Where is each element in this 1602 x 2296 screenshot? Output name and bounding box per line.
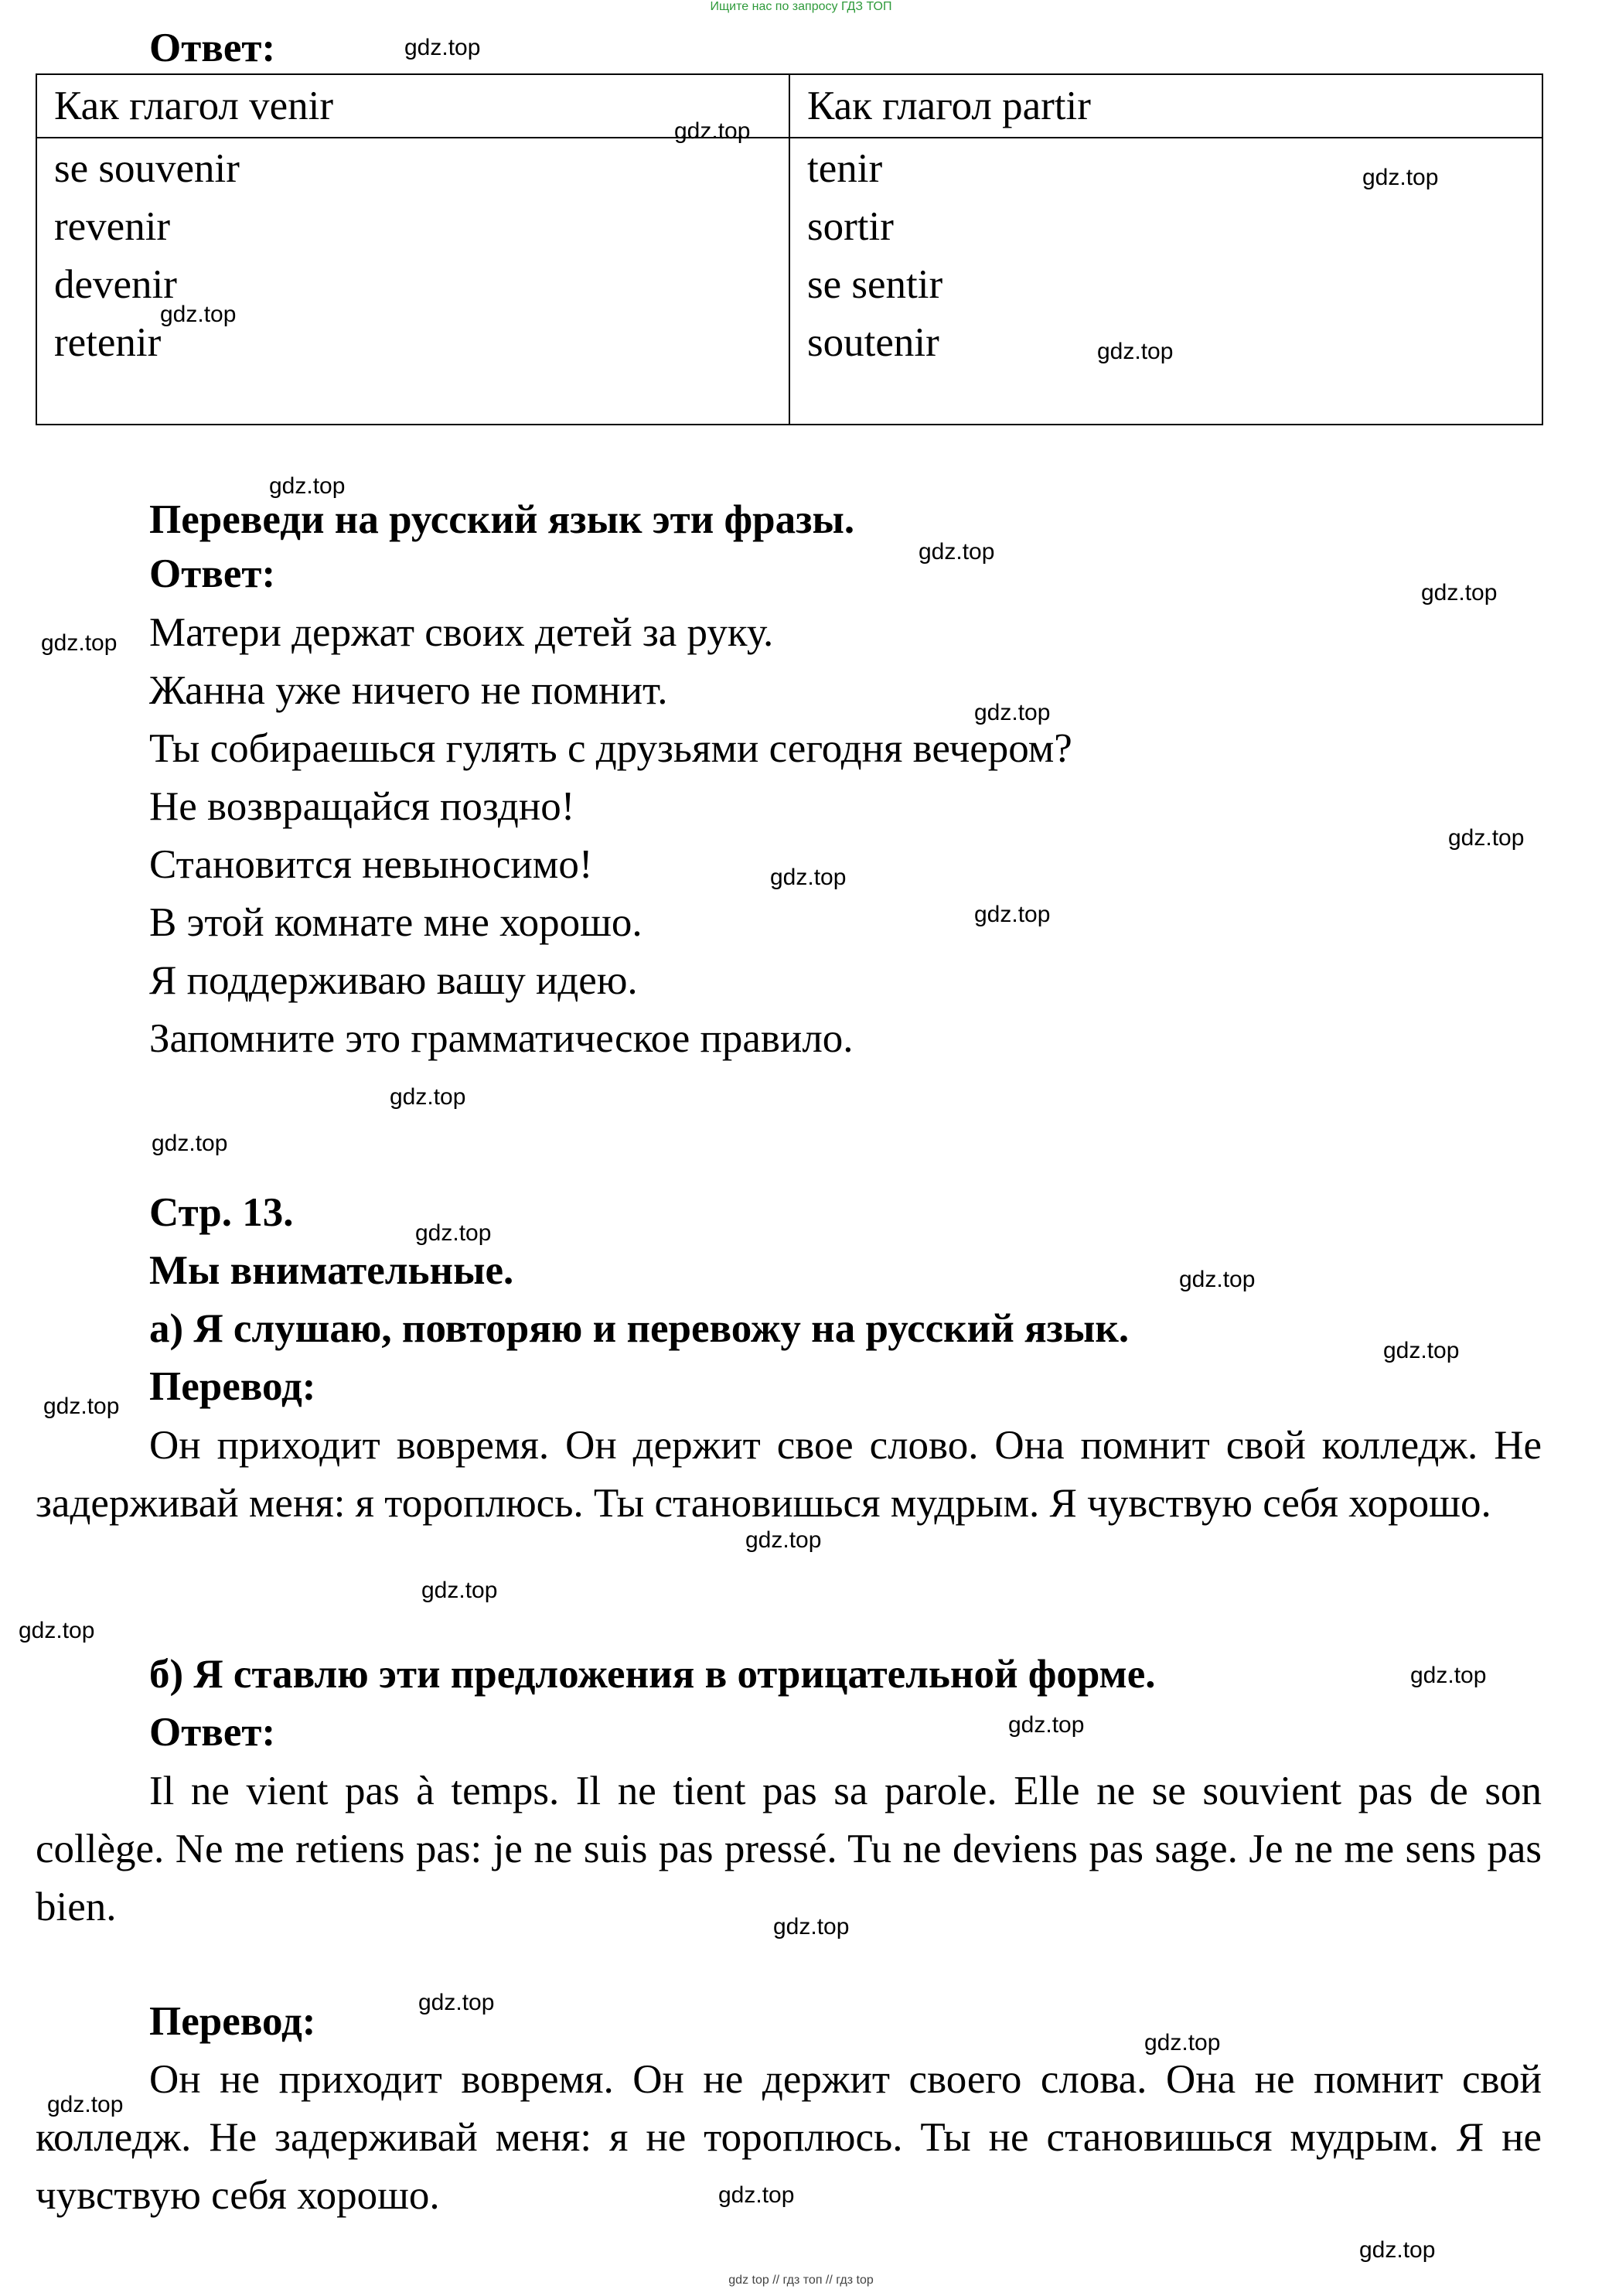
verb-table: [36, 73, 1543, 425]
watermark-text: gdz.top: [773, 1914, 850, 1939]
phrase-line: Я поддерживаю вашу идею.: [149, 958, 638, 1003]
watermark-text: gdz.top: [1362, 165, 1439, 190]
answer-label-b: Ответ:: [149, 1710, 276, 1755]
answer-label-1: Ответ:: [149, 26, 276, 70]
phrase-line: Ты собираешься гулять с друзьями сегодня вечером?: [149, 726, 1072, 771]
watermark-text: gdz.top: [421, 1578, 498, 1603]
watermark-text: gdz.top: [418, 1990, 495, 2015]
answer-label-2: Ответ:: [149, 551, 276, 596]
page-number-heading: Стр. 13.: [149, 1190, 294, 1235]
section2-title: Переведи на русский язык эти фразы.: [149, 497, 855, 542]
venir-column: [36, 138, 789, 425]
list-item: revenir: [54, 204, 171, 249]
watermark-text: gdz.top: [152, 1131, 228, 1156]
translation-paragraph-b: Он не приходит вовремя. Он не держит своего слова. Она не помнит свой колледж. Не задерживай меня: я не тороплюсь. Ты не становишься мудрым. Я не чувствую себя хорошо.: [36, 2057, 1542, 2218]
watermark-text: gdz.top: [43, 1394, 120, 1419]
list-item: sortir: [807, 204, 894, 249]
section3-title: Мы внимательные.: [149, 1248, 514, 1293]
table-header-partir: Как глагол partir: [789, 74, 1542, 138]
list-item: se souvenir: [54, 146, 240, 191]
watermark-text: gdz.top: [1097, 339, 1174, 364]
watermark-text: gdz.top: [404, 35, 481, 60]
table-header-venir: Как глагол venir: [36, 74, 789, 138]
list-item: se sentir: [807, 262, 943, 307]
task-a-heading: а) Я слушаю, повторяю и перевожу на русский язык.: [149, 1306, 1130, 1351]
watermark-text: gdz.top: [269, 473, 346, 499]
list-item: soutenir: [807, 320, 939, 365]
watermark-text: gdz.top: [1448, 825, 1525, 851]
watermark-text: gdz.top: [1144, 2030, 1221, 2055]
watermark-text: gdz.top: [1383, 1338, 1460, 1363]
phrase-line: Не возвращайся поздно!: [149, 784, 575, 829]
header-note: Ищите нас по запросу ГДЗ ТОП: [710, 0, 892, 13]
watermark-text: gdz.top: [1421, 580, 1498, 606]
phrase-line: В этой комнате мне хорошо.: [149, 900, 643, 945]
watermark-text: gdz.top: [745, 1527, 822, 1553]
list-item: devenir: [54, 262, 177, 307]
watermark-text: gdz.top: [770, 865, 847, 890]
phrase-line: Становится невыносимо!: [149, 842, 593, 887]
watermark-text: gdz.top: [718, 2182, 795, 2208]
watermark-text: gdz.top: [47, 2092, 124, 2117]
watermark-text: gdz.top: [1008, 1712, 1085, 1738]
watermark-text: gdz.top: [974, 700, 1051, 725]
phrase-line: Запомните это грамматическое правило.: [149, 1016, 854, 1061]
phrase-line: Матери держат своих детей за руку.: [149, 610, 774, 655]
task-b-heading: б) Я ставлю эти предложения в отрицательной форме.: [149, 1652, 1156, 1697]
footer-note: gdz top // гдз топ // гдз top: [728, 2274, 874, 2287]
watermark-text: gdz.top: [674, 118, 751, 144]
translation-label-b: Перевод:: [149, 1999, 316, 2044]
answer-paragraph-b: Il ne vient pas à temps. Il ne tient pas sa parole. Elle ne se souvient pas de son collège. Ne me retiens pas: je ne suis pas pressé. Tu ne deviens pas sage. Je ne me sens pas bien.: [36, 1769, 1542, 1929]
watermark-text: gdz.top: [1410, 1663, 1487, 1688]
translation-paragraph-a: Он приходит вовремя. Он держит свое слово. Она помнит свой колледж. Не задерживай меня: я тороплюсь. Ты становишься мудрым. Я чувствую себя хорошо.: [36, 1423, 1542, 1526]
watermark-text: gdz.top: [1359, 2237, 1436, 2263]
watermark-text: gdz.top: [390, 1084, 466, 1110]
list-item: tenir: [807, 146, 883, 191]
watermark-text: gdz.top: [19, 1618, 95, 1643]
watermark-text: gdz.top: [1179, 1267, 1256, 1292]
watermark-text: gdz.top: [974, 902, 1051, 927]
list-item: retenir: [54, 320, 162, 365]
translation-label-a: Перевод:: [149, 1364, 316, 1409]
watermark-text: gdz.top: [919, 539, 995, 565]
watermark-text: gdz.top: [41, 630, 118, 656]
phrase-line: Жанна уже ничего не помнит.: [149, 668, 668, 713]
watermark-text: gdz.top: [160, 302, 237, 327]
watermark-text: gdz.top: [415, 1220, 492, 1246]
